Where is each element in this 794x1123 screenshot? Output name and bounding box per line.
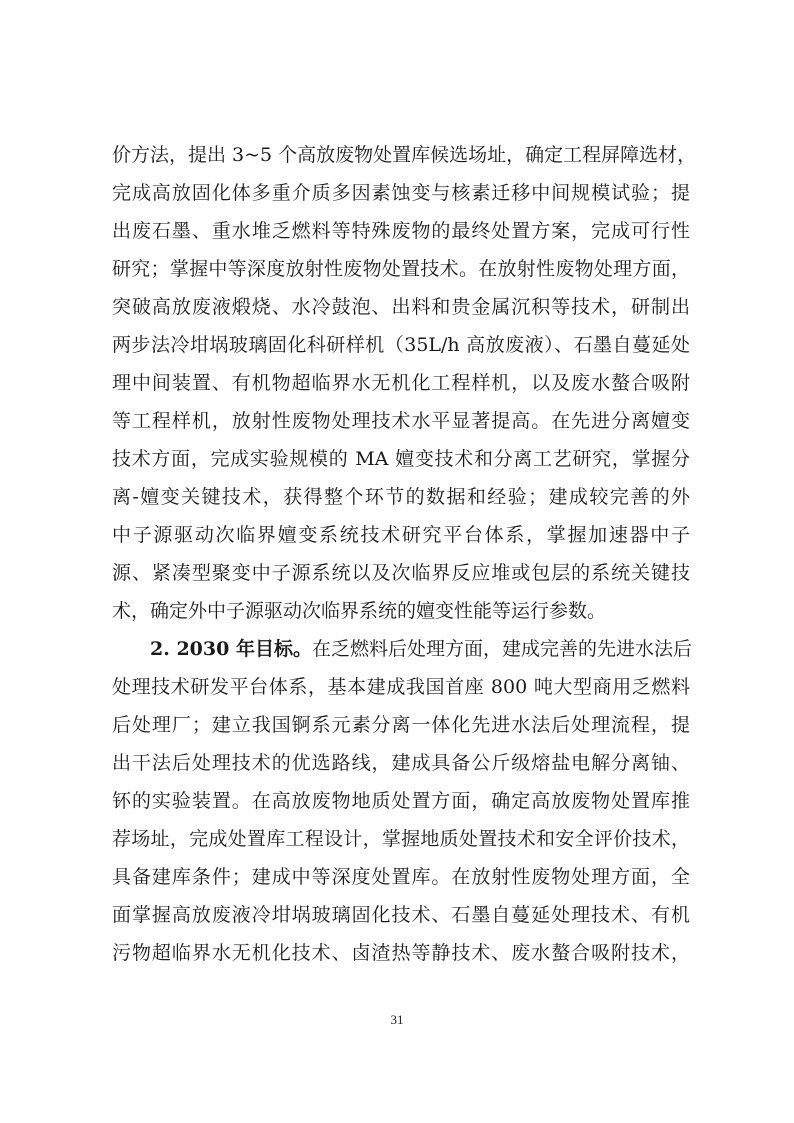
text-line: 两步法冷坩埚玻璃固化科研样机（35L/h 高放废液）、石墨自蔓延处 <box>112 334 690 356</box>
text-line: 突破高放废液煅烧、水冷鼓泡、出料和贵金属沉积等技术，研制出 <box>112 296 690 318</box>
text-line: 出干法后处理技术的优选路线，建成具备公斤级熔盐电解分离铀、 <box>112 752 690 774</box>
text-line: 理中间装置、有机物超临界水无机化工程样机，以及废水螯合吸附 <box>112 372 690 394</box>
text-line: 荐场址，完成处置库工程设计，掌握地质处置技术和安全评价技术， <box>112 828 690 850</box>
text-line: 价方法，提出 3~5 个高放废物处置库候选场址，确定工程屏障选材， <box>112 144 697 166</box>
text-line: 源、紧凑型聚变中子源系统以及次临界反应堆或包层的系统关键技 <box>112 562 690 584</box>
text-line: 出废石墨、重水堆乏燃料等特殊废物的最终处置方案，完成可行性 <box>112 220 690 242</box>
paragraph-1 <box>112 136 697 630</box>
text-line: 技术方面，完成实验规模的 MA 嬗变技术和分离工艺研究，掌握分 <box>112 448 690 470</box>
text-line: 中子源驱动次临界嬗变系统技术研究平台体系，掌握加速器中子 <box>112 524 690 546</box>
page-number: 31 <box>390 1012 404 1027</box>
text-line: 污物超临界水无机化技术、卤渣热等静技术、废水螯合吸附技术， <box>112 942 690 964</box>
text-line: 等工程样机，放射性废物处理技术水平显著提高。在先进分离嬗变 <box>112 410 690 432</box>
text-line: 面掌握高放废液冷坩埚玻璃固化技术、石墨自蔓延处理技术、有机 <box>112 904 690 926</box>
text-line: 完成高放固化体多重介质多因素蚀变与核素迁移中间规模试验；提 <box>112 182 690 204</box>
text-line: 钚的实验装置。在高放废物地质处置方面，确定高放废物处置库推 <box>112 790 690 812</box>
text-line: 处理技术研发平台体系，基本建成我国首座 800 吨大型商用乏燃料 <box>112 676 690 698</box>
document-body <box>112 136 697 972</box>
heading-line-text: 在乏燃料后处理方面，建成完善的先进水法后 <box>311 638 692 660</box>
section-heading: 2. 2030 年目标。 <box>150 638 312 660</box>
text-line: 具备建库条件；建成中等深度处置库。在放射性废物处理方面，全 <box>112 866 690 888</box>
text-line: 后处理厂；建立我国锕系元素分离一体化先进水法后处理流程，提 <box>112 714 690 736</box>
paragraph-2 <box>112 630 690 972</box>
text-line: 术，确定外中子源驱动次临界系统的嬗变性能等运行参数。 <box>112 600 607 622</box>
text-line: 离-嬗变关键技术，获得整个环节的数据和经验；建成较完善的外 <box>112 486 690 508</box>
text-line: 研究；掌握中等深度放射性废物处置技术。在放射性废物处理方面， <box>112 258 690 280</box>
text-line <box>112 630 690 668</box>
